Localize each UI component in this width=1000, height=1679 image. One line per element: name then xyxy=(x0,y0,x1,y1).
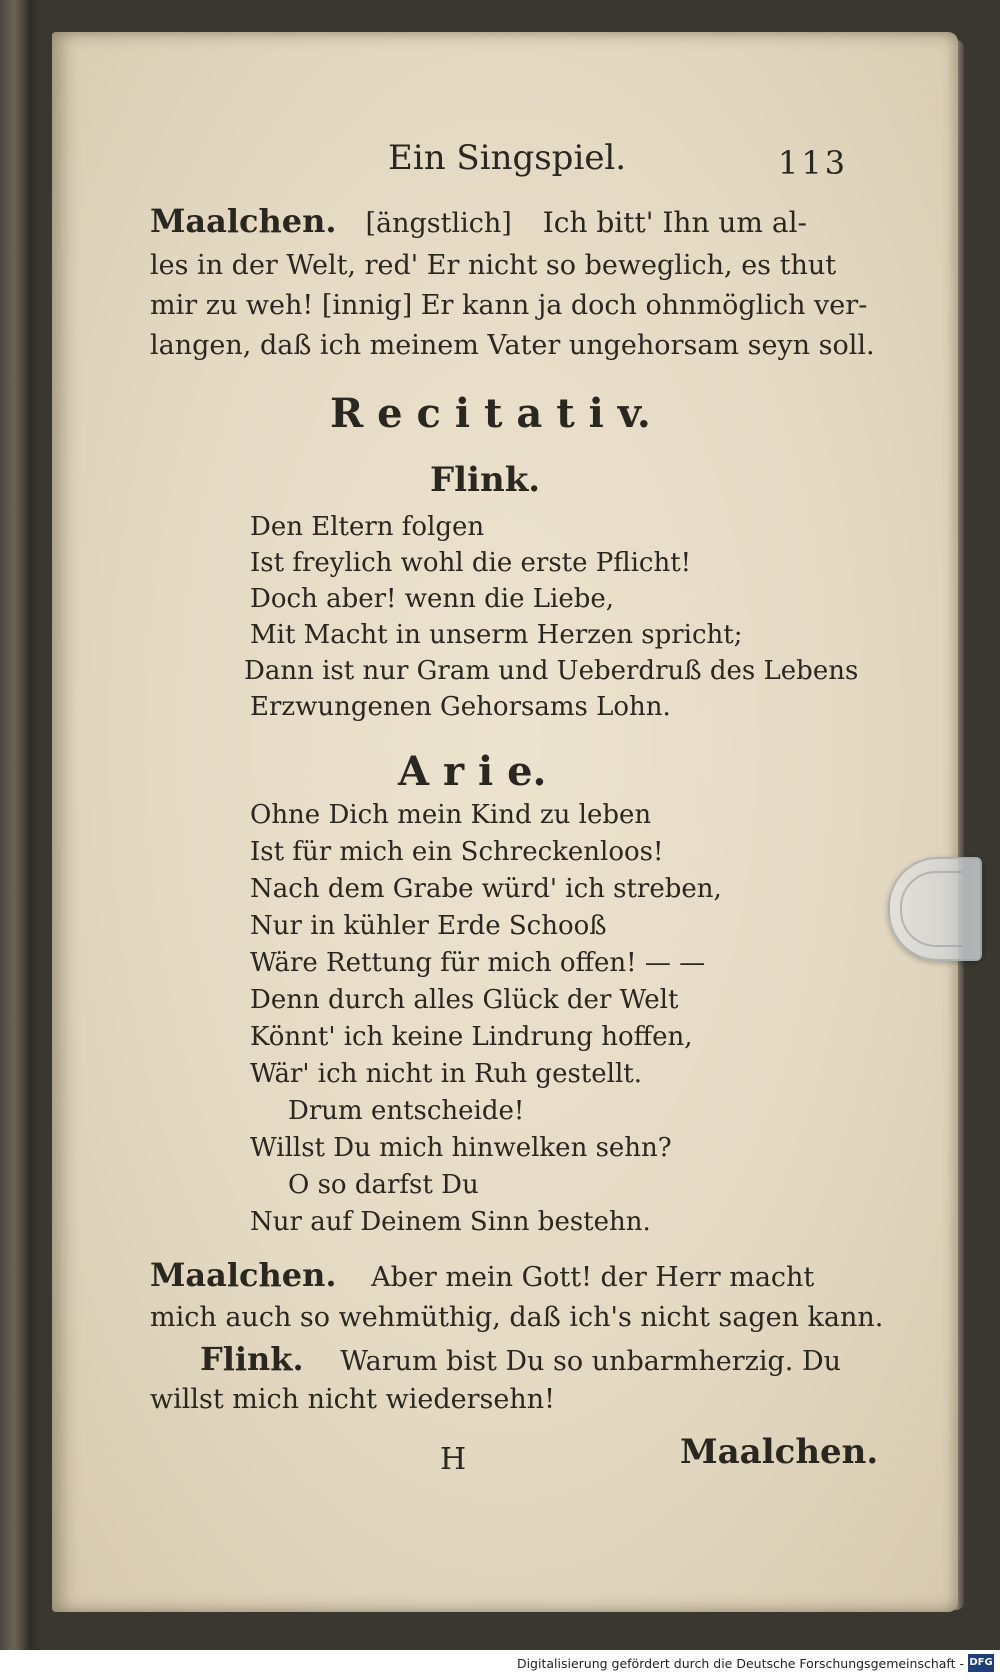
arie-line: Könnt' ich keine Lindrung hoffen, xyxy=(250,1022,693,1052)
dialogue-text: Ich bitt' Ihn um al- xyxy=(542,206,807,239)
dialogue-text: Warum bist Du so unbarmherzig. Du xyxy=(340,1346,841,1377)
stage-direction: [ängstlich] xyxy=(365,208,512,239)
dialogue-line-3: mir zu weh! [innig] Er kann ja doch ohnmöglich ver- xyxy=(150,290,868,321)
signature-mark: H xyxy=(440,1442,467,1477)
dfg-logo: DFG xyxy=(968,1654,994,1672)
arie-line: Ohne Dich mein Kind zu leben xyxy=(250,800,652,830)
arie-line: Willst Du mich hinwelken sehn? xyxy=(250,1133,672,1163)
arie-line: Nur in kühler Erde Schooß xyxy=(250,911,607,941)
arie-line: O so darfst Du xyxy=(288,1170,479,1200)
credit-bar xyxy=(0,1650,1000,1679)
recitativ-line: Ist freylich wohl die erste Pflicht! xyxy=(250,548,692,578)
dialogue-line-4: langen, daß ich meinem Vater ungehorsam seyn soll. xyxy=(150,330,875,361)
page-clip xyxy=(888,857,982,961)
recitativ-line: Den Eltern folgen xyxy=(250,512,485,542)
arie-line: Nur auf Deinem Sinn bestehn. xyxy=(250,1207,651,1237)
recitativ-line: Doch aber! wenn die Liebe, xyxy=(250,584,615,614)
arie-line: Nach dem Grabe würd' ich streben, xyxy=(250,874,722,904)
arie-line: Drum entscheide! xyxy=(288,1096,525,1126)
arie-heading: A r i e. xyxy=(398,748,547,795)
page-number: 113 xyxy=(778,144,849,182)
clip-ring xyxy=(900,871,962,947)
recitativ-speaker: Flink. xyxy=(430,460,541,500)
speaker-name: Flink. xyxy=(200,1340,304,1378)
catchword: Maalchen. xyxy=(680,1432,879,1472)
dialogue-line-5 xyxy=(150,1256,814,1294)
dialogue-text: Aber mein Gott! der Herr macht xyxy=(371,1262,815,1293)
dialogue-line-2: les in der Welt, red' Er nicht so beweglich, es thut xyxy=(150,250,837,281)
arie-line: Wäre Rettung für mich offen! — — xyxy=(250,948,706,978)
running-head: Ein Singspiel. xyxy=(388,138,627,178)
recitativ-heading: R e c i t a t i v. xyxy=(330,390,651,437)
dialogue-line-6: mich auch so wehmüthig, daß ich's nicht sagen kann. xyxy=(150,1302,884,1333)
dialogue-line-7 xyxy=(200,1340,841,1378)
dialogue-line-8: willst mich nicht wiedersehn! xyxy=(150,1384,555,1415)
book-page xyxy=(52,32,958,1612)
speaker-name: Maalchen. xyxy=(150,1256,337,1294)
recitativ-line: Erzwungenen Gehorsams Lohn. xyxy=(250,692,671,722)
recitativ-line: Dann ist nur Gram und Ueberdruß des Lebens xyxy=(244,656,859,686)
arie-line: Wär' ich nicht in Ruh gestellt. xyxy=(250,1059,642,1089)
dialogue-line-1 xyxy=(150,202,807,240)
recitativ-line: Mit Macht in unserm Herzen spricht; xyxy=(250,620,743,650)
speaker-name: Maalchen. xyxy=(150,202,337,240)
arie-line: Ist für mich ein Schreckenloos! xyxy=(250,837,664,867)
credit-text: Digitalisierung gefördert durch die Deutsche Forschungsgemeinschaft - xyxy=(516,1656,964,1671)
arie-line: Denn durch alles Glück der Welt xyxy=(250,985,679,1015)
